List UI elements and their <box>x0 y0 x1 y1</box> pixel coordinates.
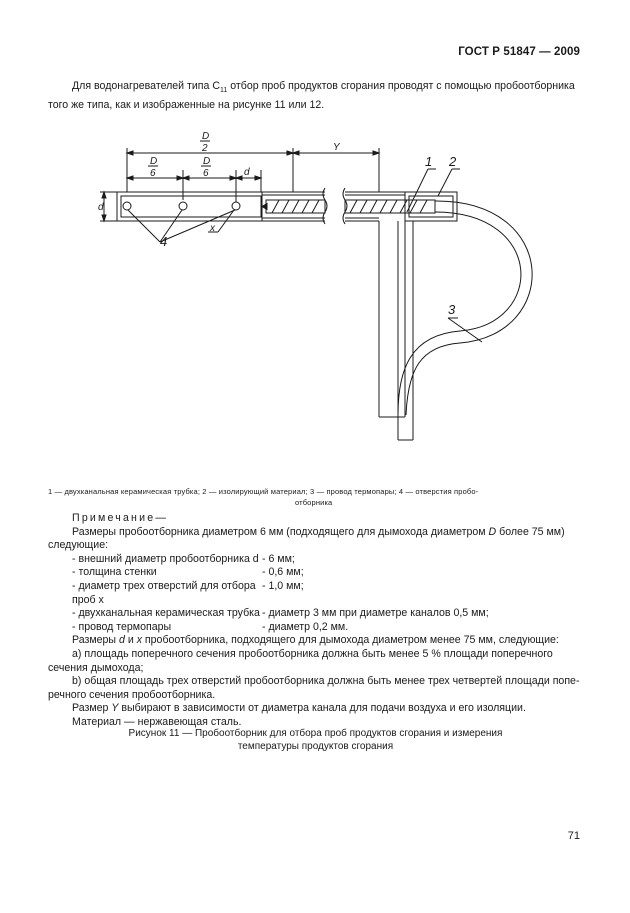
note-title: Примечание— <box>72 512 169 524</box>
spec-value: - 6 мм; <box>262 552 295 565</box>
note-item-b: b) общая площадь трех отверстий пробоотборника должна быть менее трех четвертей площади попе- <box>72 675 580 688</box>
note-block <box>48 512 583 730</box>
note-paragraph-2 <box>48 634 583 648</box>
figure-caption <box>48 727 583 753</box>
note-text: Размеры <box>72 634 119 647</box>
spec-label: - внешний диаметр пробоотборника d <box>72 552 259 565</box>
page-header: ГОСТ Р 51847 — 2009 <box>458 46 580 58</box>
spec-label: - двухканальная керамическая трубка <box>72 607 260 620</box>
note-var: Y <box>111 702 119 715</box>
label-4: 4 <box>160 234 168 249</box>
dim-d-half-num: D <box>202 131 210 142</box>
intro-subscript: 11 <box>220 87 228 95</box>
intro-text-line2: того же типа, как и изображенные на рисунке 11 или 12. <box>48 99 325 112</box>
dim-d6-den-2: 6 <box>203 168 209 179</box>
figure-legend <box>48 486 583 508</box>
note-text: пробоотборника, подходящего для дымохода диаметром менее 75 мм, следующие: <box>141 634 559 647</box>
legend-line-cont: отборника <box>295 498 333 507</box>
caption-line-cont: температуры продуктов сгорания <box>237 741 394 752</box>
spec-row <box>48 580 583 607</box>
note-text: Размеры пробоотборника диаметром 6 мм (подходящего для дымохода диаметром <box>72 525 489 538</box>
note-paragraph-1 <box>48 526 583 540</box>
dim-hole-d: d <box>244 167 250 178</box>
caption-line: Рисунок 11 — Пробоотборник для отбора проб продуктов сгорания и измерения <box>128 728 503 739</box>
note-paragraph-3 <box>48 702 583 716</box>
dim-d6-den-1: 6 <box>150 168 156 179</box>
label-3: 3 <box>448 302 456 317</box>
dim-d-half-den: 2 <box>202 143 208 154</box>
spec-row <box>48 553 583 567</box>
legend-line: 1 — двухканальная керамическая трубка; 2 — изолирующий материал; 3 — провод термопары; 4 — отверстия пробо- <box>48 487 479 496</box>
spec-value: - диаметр 3 мм при диаметре каналов 0,5 мм; <box>262 607 489 620</box>
note-item-b-cont: речного сечения пробоотборника. <box>48 688 216 701</box>
spec-value: - 0,6 мм; <box>262 566 304 579</box>
spec-label: - толщина стенки <box>72 566 157 579</box>
spec-label: - диаметр трех отверстий для отбора проб x <box>72 579 256 606</box>
intro-text: Для водонагревателей типа С <box>72 80 221 92</box>
note-var: d <box>118 634 125 647</box>
note-var: D <box>488 525 497 538</box>
spec-value: - 1,0 мм; <box>262 579 304 592</box>
note-item-a-cont: сечения дымохода; <box>48 661 144 674</box>
dim-d6-num-1: D <box>150 156 158 167</box>
spec-label: - провод термопары <box>72 620 172 633</box>
spec-row <box>48 566 583 580</box>
dim-x: x <box>210 223 215 234</box>
note-var: x <box>136 634 142 647</box>
spec-row <box>48 621 583 635</box>
label-1: 1 <box>425 154 433 169</box>
intro-text-cont: отбор проб продуктов сгорания проводят с помощью пробоотборника <box>227 80 575 92</box>
spec-value: - диаметр 0,2 мм. <box>262 620 349 633</box>
note-text: выбирают в зависимости от диаметра канала для подачи воздуха и его изоляции. <box>118 702 526 715</box>
note-item-a: a) площадь поперечного сечения пробоотборника должна быть менее 5 % площади поперечного <box>72 647 553 660</box>
page-number: 71 <box>567 830 580 842</box>
note-text: и <box>124 634 137 647</box>
dim-d6-num-2: D <box>203 156 211 167</box>
note-text: более 75 мм) <box>496 525 565 538</box>
spec-row <box>48 607 583 621</box>
dim-outer-d: d <box>98 202 104 213</box>
note-material: Материал — нержавеющая сталь. <box>72 715 242 728</box>
dim-y: Y <box>333 142 340 153</box>
label-2: 2 <box>449 154 457 169</box>
note-text: Размер <box>72 702 112 715</box>
note-paragraph-1-cont: следующие: <box>48 539 109 552</box>
